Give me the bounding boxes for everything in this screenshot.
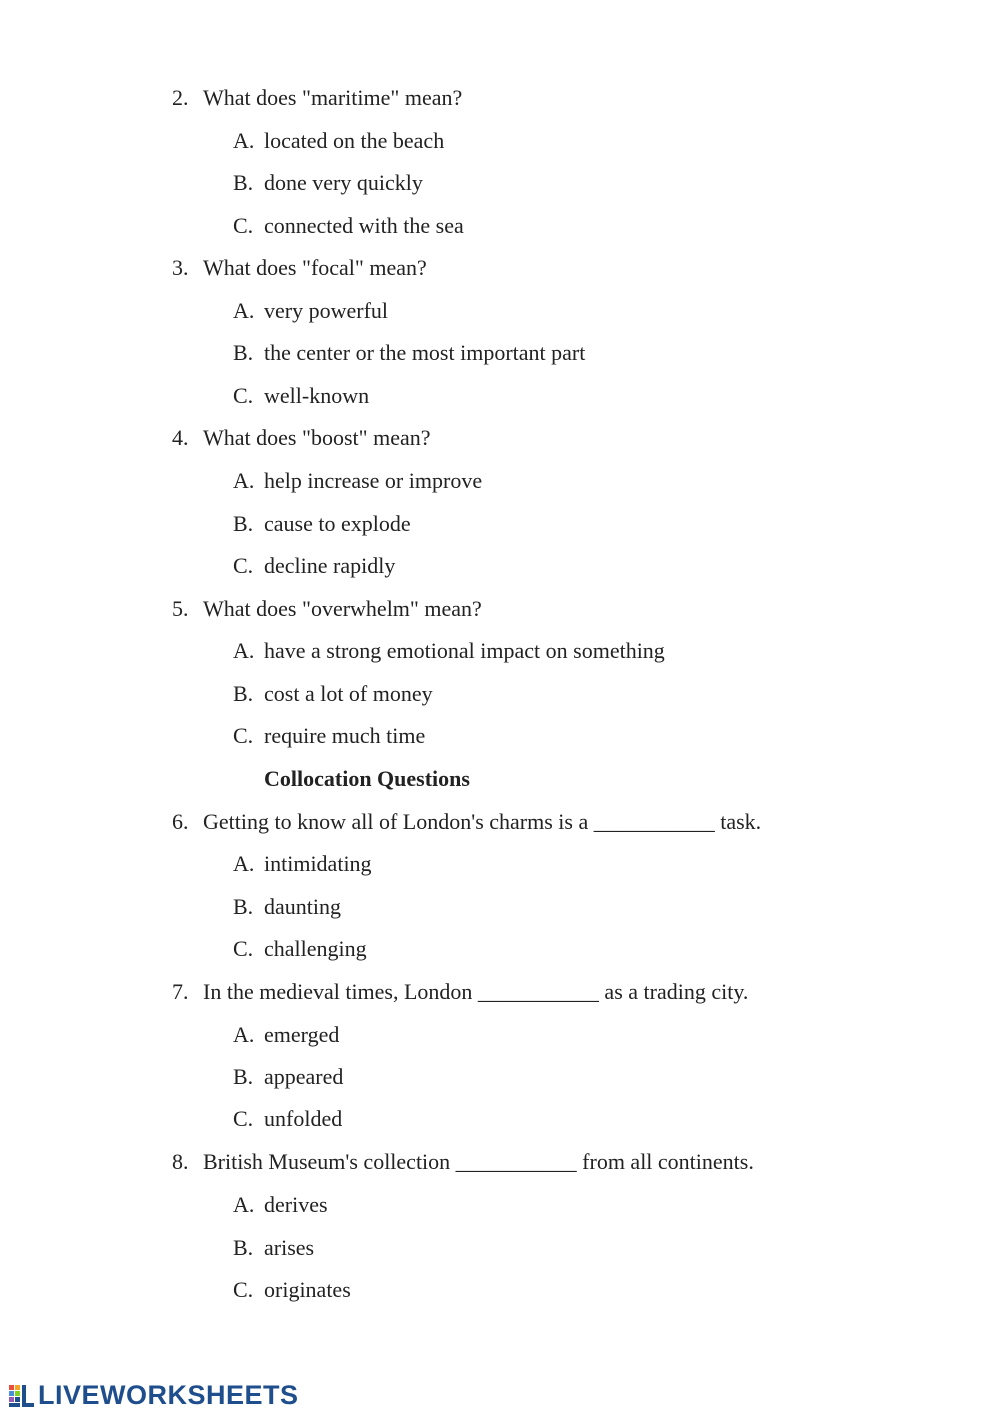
liveworksheets-logo[interactable] bbox=[8, 1380, 299, 1410]
question-number: 3. bbox=[172, 255, 189, 280]
option-letter: A. bbox=[233, 638, 255, 663]
option-letter: A. bbox=[233, 1192, 255, 1217]
option-letter: B. bbox=[233, 170, 254, 195]
option-text: very powerful bbox=[264, 298, 389, 323]
option-letter: C. bbox=[233, 1277, 254, 1302]
question-text: British Museum's collection ___________ from all continents. bbox=[203, 1149, 754, 1174]
option-text: challenging bbox=[264, 936, 367, 961]
option-letter: C. bbox=[233, 936, 254, 961]
option-text: located on the beach bbox=[264, 128, 445, 153]
option-letter: C. bbox=[233, 1106, 254, 1131]
option-letter: A. bbox=[233, 468, 255, 493]
option-letter: B. bbox=[233, 1235, 254, 1260]
option-text: cause to explode bbox=[264, 511, 411, 536]
option-letter: A. bbox=[233, 128, 255, 153]
option-letter: A. bbox=[233, 1022, 255, 1047]
question-text: What does "boost" mean? bbox=[203, 425, 431, 450]
option-letter: B. bbox=[233, 681, 254, 706]
option-text: derives bbox=[264, 1192, 328, 1217]
option-letter: C. bbox=[233, 723, 254, 748]
option-text: connected with the sea bbox=[264, 213, 464, 238]
section-heading: Collocation Questions bbox=[264, 766, 470, 791]
question-text: What does "overwhelm" mean? bbox=[203, 596, 482, 621]
option-text: emerged bbox=[264, 1022, 340, 1047]
option-text: cost a lot of money bbox=[264, 681, 433, 706]
option-text: unfolded bbox=[264, 1106, 343, 1131]
question-text: In the medieval times, London ___________ as a trading city. bbox=[203, 979, 749, 1004]
option-text: appeared bbox=[264, 1064, 344, 1089]
option-letter: B. bbox=[233, 511, 254, 536]
option-text: done very quickly bbox=[264, 170, 423, 195]
option-text: the center or the most important part bbox=[264, 340, 586, 365]
option-letter: B. bbox=[233, 1064, 254, 1089]
question-number: 5. bbox=[172, 596, 189, 621]
option-text: decline rapidly bbox=[264, 553, 396, 578]
question-number: 2. bbox=[172, 85, 189, 110]
option-letter: A. bbox=[233, 298, 255, 323]
option-text: well-known bbox=[264, 383, 370, 408]
option-letter: C. bbox=[233, 213, 254, 238]
option-letter: B. bbox=[233, 340, 254, 365]
question-number: 7. bbox=[172, 979, 189, 1004]
option-letter: C. bbox=[233, 553, 254, 578]
liveworksheets-logo-icon bbox=[8, 1381, 36, 1409]
option-text: intimidating bbox=[264, 851, 372, 876]
option-text: daunting bbox=[264, 894, 341, 919]
option-text: require much time bbox=[264, 723, 426, 748]
question-number: 6. bbox=[172, 809, 189, 834]
option-letter: C. bbox=[233, 383, 254, 408]
option-letter: A. bbox=[233, 851, 255, 876]
option-text: arises bbox=[264, 1235, 315, 1260]
question-text: What does "maritime" mean? bbox=[203, 85, 463, 110]
question-text: Getting to know all of London's charms is a ___________ task. bbox=[203, 809, 762, 834]
question-number: 8. bbox=[172, 1149, 189, 1174]
option-text: have a strong emotional impact on something bbox=[264, 638, 665, 663]
option-letter: B. bbox=[233, 894, 254, 919]
option-text: originates bbox=[264, 1277, 351, 1302]
question-text: What does "focal" mean? bbox=[203, 255, 427, 280]
option-text: help increase or improve bbox=[264, 468, 483, 493]
logo-text: LIVEWORKSHEETS bbox=[38, 1380, 299, 1410]
question-number: 4. bbox=[172, 425, 189, 450]
